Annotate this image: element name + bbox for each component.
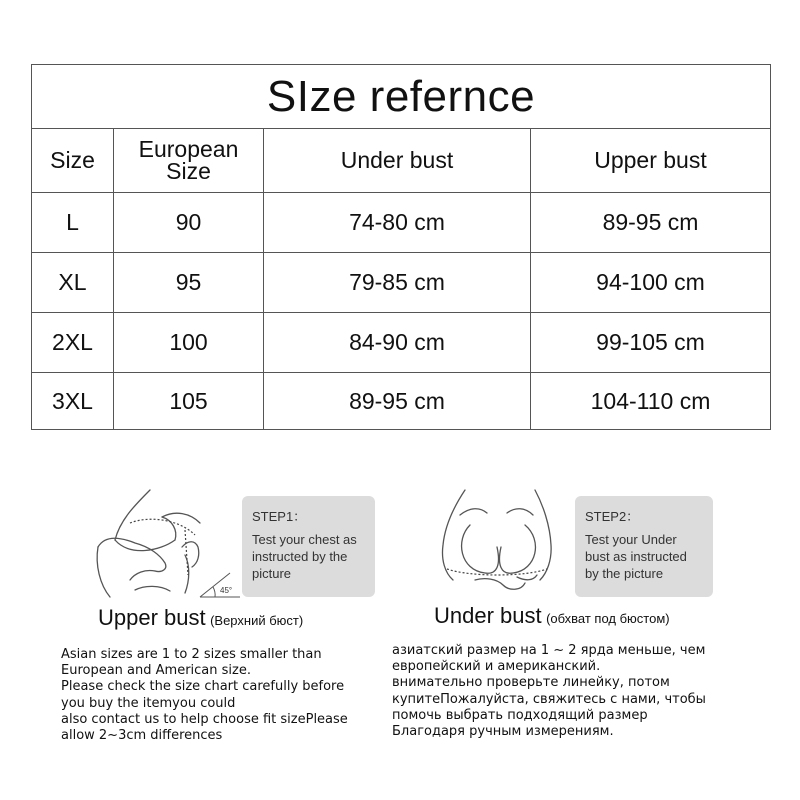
- cell-size: 2XL: [32, 313, 114, 373]
- cell-size: XL: [32, 253, 114, 313]
- step2-label: STEP2：: [585, 509, 640, 524]
- step1-card: [242, 496, 375, 597]
- cell-under-bust: 89-95 cm: [264, 373, 531, 430]
- cell-upper-bust: 89-95 cm: [531, 193, 771, 253]
- step2-card: [575, 496, 713, 597]
- angle-label: 45°: [220, 586, 233, 595]
- caption-ru: (Верхний бюст): [210, 613, 304, 628]
- table-title: SIze refernce: [32, 65, 771, 129]
- cell-upper-bust: 94-100 cm: [531, 253, 771, 313]
- caption-ru: (обхват под бюстом): [546, 611, 670, 626]
- step2-text: Test your Under bust as instructed by the picture: [585, 532, 687, 581]
- header-size: Size: [32, 129, 114, 193]
- under-bust-caption: [434, 603, 670, 629]
- cell-under-bust: 74-80 cm: [264, 193, 531, 253]
- under-bust-illustration: [425, 485, 575, 600]
- step1-label: STEP1：: [252, 509, 307, 524]
- cell-size: 3XL: [32, 373, 114, 430]
- header-european-size: European Size: [114, 129, 264, 193]
- step1-text: Test your chest as instructed by the picture: [252, 532, 357, 581]
- cell-european: 105: [114, 373, 264, 430]
- cell-european: 95: [114, 253, 264, 313]
- note-russian: азиатский размер на 1 ~ 2 ярда меньше, чем европейский и американский. внимательно проверьте линейку, потом купитеПожалуйста, свяжитесь с нами, чтобы помочь выбрать подходящий размер Благодаря ручным измерениям.: [392, 643, 706, 740]
- caption-main: Under bust: [434, 603, 542, 628]
- table-row: [32, 373, 771, 430]
- header-upper-bust: Upper bust: [531, 129, 771, 193]
- header-row: [32, 129, 771, 193]
- cell-size: L: [32, 193, 114, 253]
- cell-under-bust: 84-90 cm: [264, 313, 531, 373]
- table-row: [32, 313, 771, 373]
- header-under-bust: Under bust: [264, 129, 531, 193]
- cell-upper-bust: 99-105 cm: [531, 313, 771, 373]
- cell-upper-bust: 104-110 cm: [531, 373, 771, 430]
- size-table: [31, 64, 771, 430]
- table-row: [32, 253, 771, 313]
- upper-bust-illustration: [90, 485, 250, 600]
- upper-bust-caption: [98, 605, 303, 631]
- cell-european: 100: [114, 313, 264, 373]
- table-row: [32, 193, 771, 253]
- caption-main: Upper bust: [98, 605, 206, 630]
- cell-european: 90: [114, 193, 264, 253]
- cell-under-bust: 79-85 cm: [264, 253, 531, 313]
- note-english: Asian sizes are 1 to 2 sizes smaller than European and American size. Please check the size chart carefully before you buy the itemyou could also contact us to help choose fit sizePlease allow 2~3cm differences: [61, 647, 348, 744]
